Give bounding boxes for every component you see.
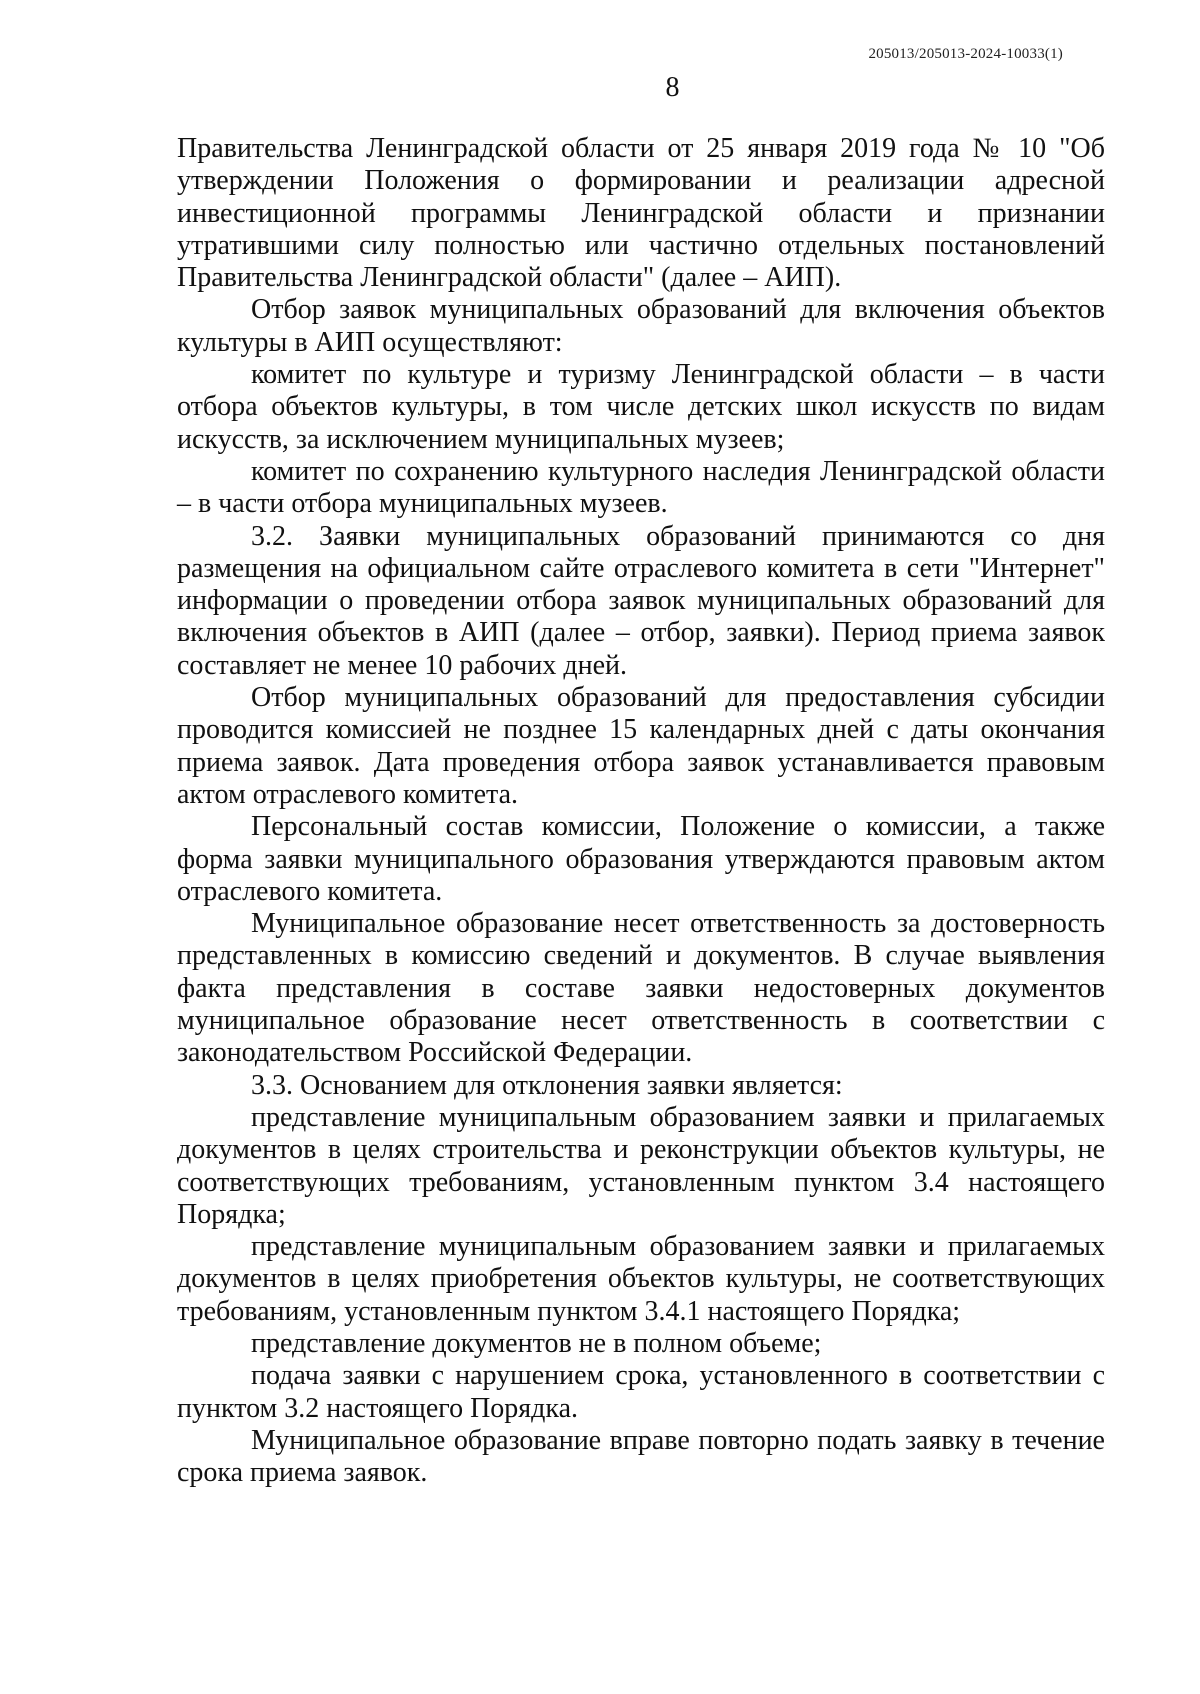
document-body [177,133,1105,1489]
paragraph: представление муниципальным образованием заявки и прилагаемых документов в целях строительства и реконструкции объектов культуры, не соответствующих требованиям, установленным пунктом 3.4 настоящего Порядка; [177,1101,1105,1230]
paragraph: 3.2. Заявки муниципальных образований принимаются со дня размещения на официальном сайте отраслевого комитета в сети "Интернет" информации о проведении отбора заявок муниципальных образований для включения объектов в АИП (далее – отбор, заявки). Период приема заявок составляет не менее 10 рабочих дней. [177,520,1105,681]
paragraph: Отбор заявок муниципальных образований для включения объектов культуры в АИП осуществляют: [177,294,1105,358]
paragraph: 3.3. Основанием для отклонения заявки является: [251,1069,843,1101]
paragraph: представление документов не в полном объеме; [251,1327,822,1359]
paragraph: комитет по сохранению культурного наследия Ленинградской области – в части отбора муниципальных музеев. [177,455,1105,520]
paragraph: подача заявки с нарушением срока, установленного в соответствии с пунктом 3.2 настоящего Порядка. [177,1360,1105,1424]
paragraph: Персональный состав комиссии, Положение о комиссии, а также форма заявки муниципального образования утверждаются правовым актом отраслевого комитета. [177,811,1105,907]
paragraph: Отбор муниципальных образований для предоставления субсидии проводится комиссией не позднее 15 календарных дней с даты окончания приема заявок. Дата проведения отбора заявок устанавливается правовым актом отраслевого комитета. [177,682,1105,810]
document-id: 205013/205013-2024-10033(1) [868,46,1063,62]
paragraph: Муниципальное образование несет ответственность за достоверность представленных в комиссию сведений и документов. В случае выявления факта представления в составе заявки недостоверных документов муниципальное образование несет ответственность в соответствии с законодательством Российской Федерации. [177,908,1105,1069]
page-number: 8 [665,72,680,103]
paragraph: представление муниципальным образованием заявки и прилагаемых документов в целях приобретения объектов культуры, не соответствующих требованиям, установленным пунктом 3.4.1 настоящего Порядка; [177,1231,1105,1327]
paragraph: Правительства Ленинградской области от 25 января 2019 года № 10 "Об утверждении Положения о формировании и реализации адресной инвестиционной программы Ленинградской области и признании утратившими силу полностью или частично отдельных постановлений Правительства Ленинградской области" (далее – АИП). [177,133,1105,294]
paragraph: Муниципальное образование вправе повторно подать заявку в течение срока приема заявок. [177,1424,1105,1489]
paragraph: комитет по культуре и туризму Ленинградской области – в части отбора объектов культуры, в том числе детских школ искусств по видам искусств, за исключением муниципальных музеев; [177,359,1105,455]
